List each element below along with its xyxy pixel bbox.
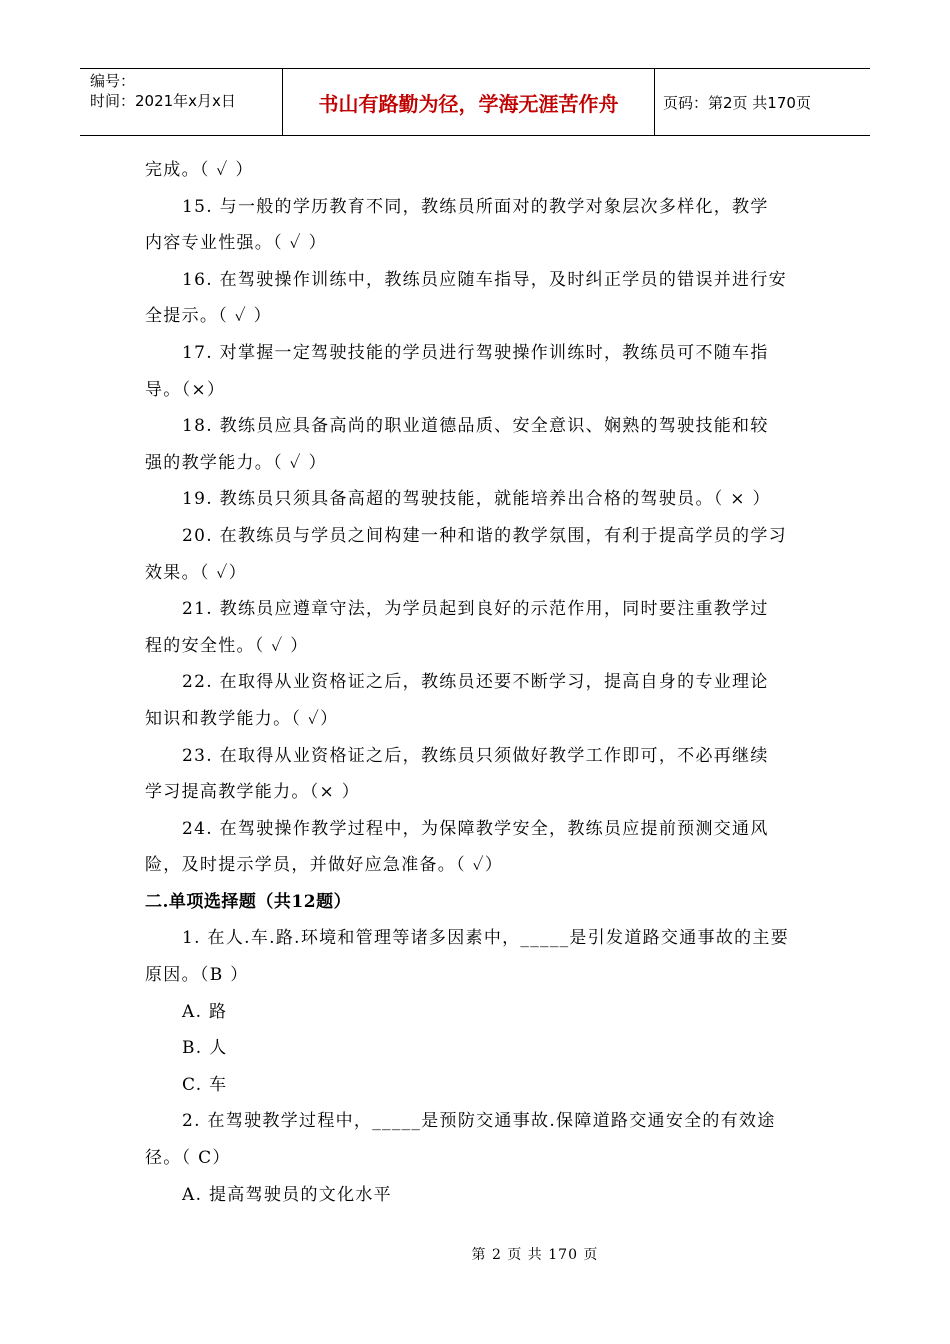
header-motto: 书山有路勤为径，学海无涯苦作舟 (283, 69, 655, 135)
text-line: A. 路 (182, 1001, 228, 1022)
time-label: 时间：2021年x月x日 (90, 92, 236, 110)
text-line: 17. 对掌握一定驾驶技能的学员进行驾驶操作训练时，教练员可不随车指 (182, 342, 769, 363)
text-line: 全提示。（ ✓ ） (145, 306, 272, 327)
page-header (80, 68, 870, 136)
header-page-label: 页码：第2页 共170页 (663, 93, 811, 112)
document-body (145, 152, 805, 1213)
header-info-cell (80, 69, 283, 135)
text-line: 原因。（B ） (145, 965, 249, 986)
text-line: B. 人 (182, 1038, 228, 1059)
text-line: 22. 在取得从业资格证之后，教练员还要不断学习，提高自身的专业理论 (182, 672, 769, 693)
section-heading: 二.单项选择题（共12题） (145, 891, 352, 912)
text-line: A. 提高驾驶员的文化水平 (182, 1184, 392, 1205)
text-line: 2. 在驾驶教学过程中，_____是预防交通事故.保障道路交通安全的有效途 (182, 1111, 776, 1132)
text-line: 完成。（ ✓ ） (145, 160, 254, 180)
text-line: 21. 教练员应遵章守法，为学员起到良好的示范作用，同时要注重教学过 (182, 599, 769, 620)
text-line: 18. 教练员应具备高尚的职业道德品质、安全意识、娴熟的驾驶技能和较 (182, 416, 769, 437)
text-line: 内容专业性强。（ ✓ ） (145, 233, 327, 254)
text-line: 导。（×） (145, 379, 226, 400)
text-line: 学习提高教学能力。（× ） (145, 782, 361, 803)
text-line: 效果。（ ✓） (145, 562, 247, 583)
text-line: 19. 教练员只须具备高超的驾驶技能，就能培养出合格的驾驶员。（ × ） (182, 489, 771, 510)
text-line: 16. 在驾驶操作训练中，教练员应随车指导，及时纠正学员的错误并进行安 (182, 269, 787, 290)
text-line: 险，及时提示学员，并做好应急准备。（ ✓） (145, 855, 504, 876)
text-line: 15. 与一般的学历教育不同，教练员所面对的教学对象层次多样化，教学 (182, 196, 769, 217)
text-line: 1. 在人.车.路.环境和管理等诸多因素中，_____是引发道路交通事故的主要 (182, 928, 790, 949)
text-line: 程的安全性。（ ✓ ） (145, 635, 309, 656)
text-line: 24. 在驾驶操作教学过程中，为保障教学安全，教练员应提前预测交通风 (182, 818, 769, 839)
text-line: C. 车 (182, 1074, 228, 1095)
text-line: 23. 在取得从业资格证之后，教练员只须做好教学工作即可，不必再继续 (182, 745, 769, 766)
text-line: 知识和教学能力。（ ✓） (145, 708, 339, 729)
text-line: 径。（ C） (145, 1148, 231, 1169)
text-line: 20. 在教练员与学员之间构建一种和谐的教学氛围，有利于提高学员的学习 (182, 525, 787, 546)
page-footer: 第 2 页 共 170 页 (471, 1247, 599, 1263)
code-label: 编号： (90, 72, 136, 90)
text-line: 强的教学能力。（ ✓ ） (145, 452, 327, 473)
